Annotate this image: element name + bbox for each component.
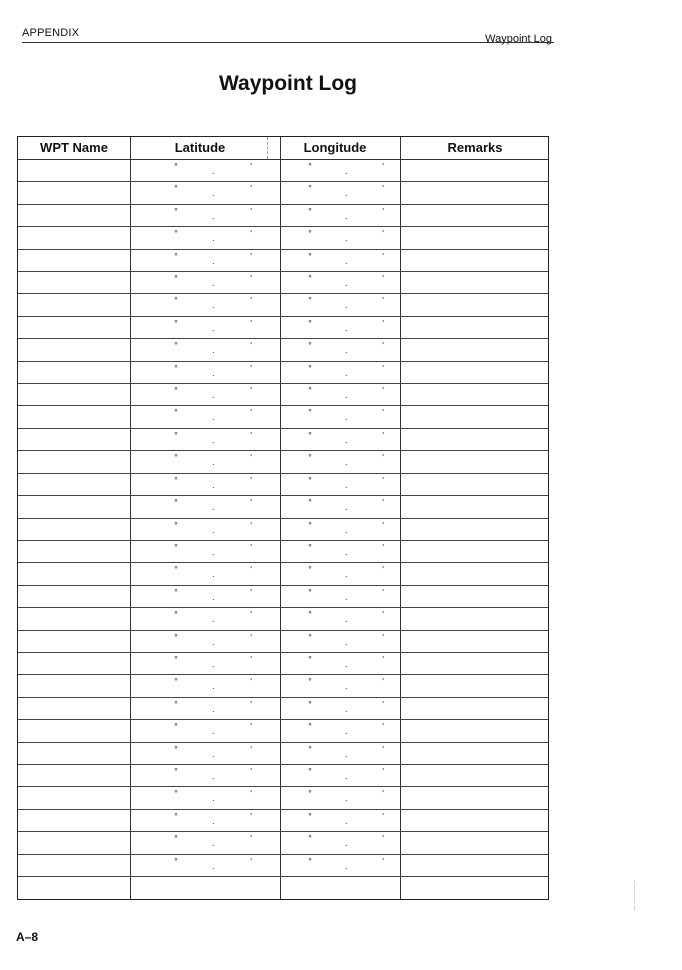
latitude-decimal-mark: . <box>212 861 215 871</box>
table-row <box>18 697 548 698</box>
latitude-degree-mark: ° <box>174 318 178 328</box>
latitude-decimal-mark: . <box>212 570 215 580</box>
longitude-minute-mark: ' <box>382 789 385 799</box>
latitude-degree-mark: ° <box>174 587 178 597</box>
latitude-decimal-mark: . <box>212 458 215 468</box>
table-row <box>18 652 548 653</box>
longitude-degree-mark: ° <box>308 565 312 575</box>
longitude-degree-mark: ° <box>308 229 312 239</box>
latitude-decimal-mark: . <box>212 749 215 759</box>
longitude-minute-mark: ' <box>382 587 385 597</box>
longitude-decimal-mark: . <box>345 816 348 826</box>
longitude-decimal-mark: . <box>345 637 348 647</box>
latitude-minute-mark: ' <box>250 677 253 687</box>
longitude-decimal-mark: . <box>345 256 348 266</box>
latitude-degree-mark: ° <box>174 274 178 284</box>
longitude-minute-mark: ' <box>382 722 385 732</box>
longitude-decimal-mark: . <box>345 435 348 445</box>
longitude-degree-mark: ° <box>308 587 312 597</box>
longitude-degree-mark: ° <box>308 542 312 552</box>
latitude-decimal-mark: . <box>212 346 215 356</box>
longitude-minute-mark: ' <box>382 386 385 396</box>
latitude-decimal-mark: . <box>212 301 215 311</box>
latitude-degree-mark: ° <box>174 162 178 171</box>
longitude-degree-mark: ° <box>308 318 312 328</box>
longitude-minute-mark: ' <box>382 677 385 687</box>
longitude-degree-mark: ° <box>308 475 312 485</box>
longitude-decimal-mark: . <box>345 503 348 513</box>
latitude-decimal-mark: . <box>212 323 215 333</box>
column-header-longitude: Longitude <box>303 140 367 155</box>
latitude-degree-mark: ° <box>174 565 178 575</box>
latitude-degree-mark: ° <box>174 296 178 306</box>
longitude-degree-mark: ° <box>308 856 312 866</box>
latitude-degree-mark: ° <box>174 498 178 508</box>
longitude-decimal-mark: . <box>345 592 348 602</box>
table-row <box>18 630 548 631</box>
latitude-decimal-mark: . <box>212 480 215 490</box>
latitude-decimal-mark: . <box>212 816 215 826</box>
latitude-decimal-mark: . <box>212 839 215 849</box>
longitude-degree-mark: ° <box>308 699 312 709</box>
latitude-decimal-mark: . <box>212 659 215 669</box>
longitude-decimal-mark: . <box>345 458 348 468</box>
latitude-minute-mark: ' <box>250 296 253 306</box>
longitude-minute-mark: ' <box>382 184 385 194</box>
longitude-minute-mark: ' <box>382 542 385 552</box>
latitude-degree-mark: ° <box>174 184 178 194</box>
table-row <box>18 876 548 877</box>
page-number: A–8 <box>16 930 39 944</box>
table-row <box>18 786 548 787</box>
latitude-decimal-mark: . <box>212 279 215 289</box>
latitude-minute-mark: ' <box>250 834 253 844</box>
latitude-decimal-mark: . <box>212 525 215 535</box>
longitude-degree-mark: ° <box>308 296 312 306</box>
latitude-degree-mark: ° <box>174 542 178 552</box>
longitude-decimal-mark: . <box>345 391 348 401</box>
latitude-minute-mark: ' <box>250 587 253 597</box>
latitude-decimal-mark: . <box>212 211 215 221</box>
longitude-minute-mark: ' <box>382 475 385 485</box>
longitude-minute-mark: ' <box>382 632 385 642</box>
table-row <box>18 540 548 541</box>
table-row <box>18 383 548 384</box>
latitude-minute-mark: ' <box>250 386 253 396</box>
latitude-degree-mark: ° <box>174 475 178 485</box>
page-title: Waypoint Log <box>218 72 358 95</box>
longitude-minute-mark: ' <box>382 162 385 171</box>
latitude-minute-mark: ' <box>250 654 253 664</box>
latitude-minute-mark: ' <box>250 184 253 194</box>
latitude-degree-mark: ° <box>174 610 178 620</box>
longitude-decimal-mark: . <box>345 570 348 580</box>
longitude-decimal-mark: . <box>345 861 348 871</box>
table-row <box>18 405 548 406</box>
latitude-decimal-mark: . <box>212 167 215 176</box>
table-row <box>18 809 548 810</box>
longitude-minute-mark: ' <box>382 654 385 664</box>
table-row <box>18 831 548 832</box>
table-row <box>18 428 548 429</box>
longitude-decimal-mark: . <box>345 234 348 244</box>
longitude-decimal-mark: . <box>345 615 348 625</box>
longitude-minute-mark: ' <box>382 363 385 373</box>
latitude-minute-mark: ' <box>250 811 253 821</box>
longitude-degree-mark: ° <box>308 162 312 171</box>
latitude-decimal-mark: . <box>212 391 215 401</box>
latitude-decimal-mark: . <box>212 503 215 513</box>
longitude-decimal-mark: . <box>345 794 348 804</box>
latitude-decimal-mark: . <box>212 682 215 692</box>
longitude-decimal-mark: . <box>345 525 348 535</box>
longitude-minute-mark: ' <box>382 834 385 844</box>
latitude-decimal-mark: . <box>212 368 215 378</box>
longitude-decimal-mark: . <box>345 189 348 199</box>
latitude-decimal-mark: . <box>212 592 215 602</box>
latitude-degree-mark: ° <box>174 386 178 396</box>
longitude-decimal-mark: . <box>345 839 348 849</box>
longitude-minute-mark: ' <box>382 251 385 261</box>
table-row <box>18 854 548 855</box>
latitude-degree-mark: ° <box>174 766 178 776</box>
waypoint-log-table <box>17 136 549 900</box>
table-row <box>18 562 548 563</box>
latitude-minute-mark: ' <box>250 610 253 620</box>
column-divider <box>267 137 268 159</box>
header-rule <box>22 42 554 43</box>
latitude-minute-mark: ' <box>250 520 253 530</box>
longitude-minute-mark: ' <box>382 408 385 418</box>
longitude-decimal-mark: . <box>345 323 348 333</box>
latitude-degree-mark: ° <box>174 430 178 440</box>
longitude-degree-mark: ° <box>308 363 312 373</box>
latitude-minute-mark: ' <box>250 744 253 754</box>
latitude-degree-mark: ° <box>174 632 178 642</box>
longitude-minute-mark: ' <box>382 520 385 530</box>
longitude-degree-mark: ° <box>308 386 312 396</box>
longitude-degree-mark: ° <box>308 206 312 216</box>
latitude-decimal-mark: . <box>212 615 215 625</box>
longitude-decimal-mark: . <box>345 301 348 311</box>
latitude-minute-mark: ' <box>250 699 253 709</box>
latitude-minute-mark: ' <box>250 766 253 776</box>
latitude-minute-mark: ' <box>250 475 253 485</box>
latitude-minute-mark: ' <box>250 632 253 642</box>
scan-artifact <box>634 880 636 910</box>
table-row <box>18 585 548 586</box>
latitude-minute-mark: ' <box>250 722 253 732</box>
header-rule-line <box>18 159 548 160</box>
table-row <box>18 719 548 720</box>
table-row <box>18 316 548 317</box>
longitude-degree-mark: ° <box>308 520 312 530</box>
latitude-minute-mark: ' <box>250 363 253 373</box>
table-row <box>18 204 548 205</box>
latitude-degree-mark: ° <box>174 811 178 821</box>
longitude-minute-mark: ' <box>382 744 385 754</box>
latitude-decimal-mark: . <box>212 547 215 557</box>
latitude-degree-mark: ° <box>174 699 178 709</box>
latitude-minute-mark: ' <box>250 274 253 284</box>
latitude-decimal-mark: . <box>212 435 215 445</box>
latitude-degree-mark: ° <box>174 520 178 530</box>
latitude-degree-mark: ° <box>174 654 178 664</box>
longitude-decimal-mark: . <box>345 704 348 714</box>
longitude-minute-mark: ' <box>382 229 385 239</box>
longitude-minute-mark: ' <box>382 699 385 709</box>
longitude-decimal-mark: . <box>345 279 348 289</box>
longitude-minute-mark: ' <box>382 856 385 866</box>
latitude-degree-mark: ° <box>174 453 178 463</box>
latitude-minute-mark: ' <box>250 498 253 508</box>
longitude-degree-mark: ° <box>308 834 312 844</box>
longitude-decimal-mark: . <box>345 167 348 176</box>
longitude-decimal-mark: . <box>345 480 348 490</box>
latitude-minute-mark: ' <box>250 162 253 171</box>
column-header-latitude: Latitude <box>174 140 226 155</box>
latitude-decimal-mark: . <box>212 189 215 199</box>
latitude-degree-mark: ° <box>174 722 178 732</box>
longitude-decimal-mark: . <box>345 682 348 692</box>
longitude-degree-mark: ° <box>308 274 312 284</box>
longitude-degree-mark: ° <box>308 251 312 261</box>
longitude-decimal-mark: . <box>345 749 348 759</box>
latitude-minute-mark: ' <box>250 565 253 575</box>
header-page-topic: Waypoint Log <box>485 33 552 45</box>
latitude-degree-mark: ° <box>174 677 178 687</box>
table-row <box>18 674 548 675</box>
column-header-wpt-name: WPT Name <box>40 140 108 155</box>
longitude-degree-mark: ° <box>308 610 312 620</box>
table-row <box>18 473 548 474</box>
latitude-minute-mark: ' <box>250 408 253 418</box>
latitude-degree-mark: ° <box>174 408 178 418</box>
latitude-degree-mark: ° <box>174 229 178 239</box>
latitude-minute-mark: ' <box>250 229 253 239</box>
latitude-decimal-mark: . <box>212 771 215 781</box>
latitude-degree-mark: ° <box>174 856 178 866</box>
table-row <box>18 181 548 182</box>
latitude-decimal-mark: . <box>212 727 215 737</box>
longitude-minute-mark: ' <box>382 498 385 508</box>
longitude-minute-mark: ' <box>382 766 385 776</box>
longitude-decimal-mark: . <box>345 368 348 378</box>
longitude-degree-mark: ° <box>308 453 312 463</box>
header-section: APPENDIX <box>22 27 80 39</box>
longitude-degree-mark: ° <box>308 408 312 418</box>
latitude-minute-mark: ' <box>250 789 253 799</box>
table-row <box>18 764 548 765</box>
longitude-minute-mark: ' <box>382 206 385 216</box>
longitude-degree-mark: ° <box>308 722 312 732</box>
latitude-degree-mark: ° <box>174 789 178 799</box>
longitude-decimal-mark: . <box>345 727 348 737</box>
latitude-minute-mark: ' <box>250 542 253 552</box>
latitude-minute-mark: ' <box>250 453 253 463</box>
longitude-minute-mark: ' <box>382 610 385 620</box>
latitude-minute-mark: ' <box>250 856 253 866</box>
latitude-minute-mark: ' <box>250 341 253 351</box>
longitude-degree-mark: ° <box>308 744 312 754</box>
longitude-minute-mark: ' <box>382 296 385 306</box>
longitude-minute-mark: ' <box>382 341 385 351</box>
longitude-minute-mark: ' <box>382 811 385 821</box>
longitude-decimal-mark: . <box>345 547 348 557</box>
table-row <box>18 293 548 294</box>
longitude-degree-mark: ° <box>308 341 312 351</box>
longitude-minute-mark: ' <box>382 565 385 575</box>
longitude-minute-mark: ' <box>382 453 385 463</box>
longitude-degree-mark: ° <box>308 498 312 508</box>
longitude-decimal-mark: . <box>345 413 348 423</box>
latitude-decimal-mark: . <box>212 704 215 714</box>
column-header-remarks: Remarks <box>447 140 503 155</box>
longitude-degree-mark: ° <box>308 430 312 440</box>
latitude-decimal-mark: . <box>212 413 215 423</box>
longitude-degree-mark: ° <box>308 654 312 664</box>
longitude-degree-mark: ° <box>308 811 312 821</box>
table-row <box>18 495 548 496</box>
table-row <box>18 361 548 362</box>
longitude-minute-mark: ' <box>382 318 385 328</box>
table-row <box>18 271 548 272</box>
latitude-minute-mark: ' <box>250 430 253 440</box>
longitude-degree-mark: ° <box>308 789 312 799</box>
latitude-minute-mark: ' <box>250 251 253 261</box>
latitude-decimal-mark: . <box>212 234 215 244</box>
longitude-decimal-mark: . <box>345 346 348 356</box>
longitude-decimal-mark: . <box>345 211 348 221</box>
latitude-minute-mark: ' <box>250 318 253 328</box>
longitude-degree-mark: ° <box>308 766 312 776</box>
latitude-degree-mark: ° <box>174 834 178 844</box>
table-row <box>18 226 548 227</box>
table-row <box>18 338 548 339</box>
latitude-degree-mark: ° <box>174 341 178 351</box>
latitude-degree-mark: ° <box>174 744 178 754</box>
latitude-degree-mark: ° <box>174 363 178 373</box>
latitude-decimal-mark: . <box>212 637 215 647</box>
latitude-degree-mark: ° <box>174 251 178 261</box>
table-row <box>18 450 548 451</box>
table-row <box>18 607 548 608</box>
longitude-degree-mark: ° <box>308 184 312 194</box>
latitude-minute-mark: ' <box>250 206 253 216</box>
latitude-decimal-mark: . <box>212 256 215 266</box>
longitude-degree-mark: ° <box>308 677 312 687</box>
longitude-decimal-mark: . <box>345 771 348 781</box>
longitude-minute-mark: ' <box>382 430 385 440</box>
table-row <box>18 249 548 250</box>
longitude-decimal-mark: . <box>345 659 348 669</box>
latitude-degree-mark: ° <box>174 206 178 216</box>
longitude-degree-mark: ° <box>308 632 312 642</box>
table-row <box>18 518 548 519</box>
longitude-minute-mark: ' <box>382 274 385 284</box>
latitude-decimal-mark: . <box>212 794 215 804</box>
table-row <box>18 742 548 743</box>
